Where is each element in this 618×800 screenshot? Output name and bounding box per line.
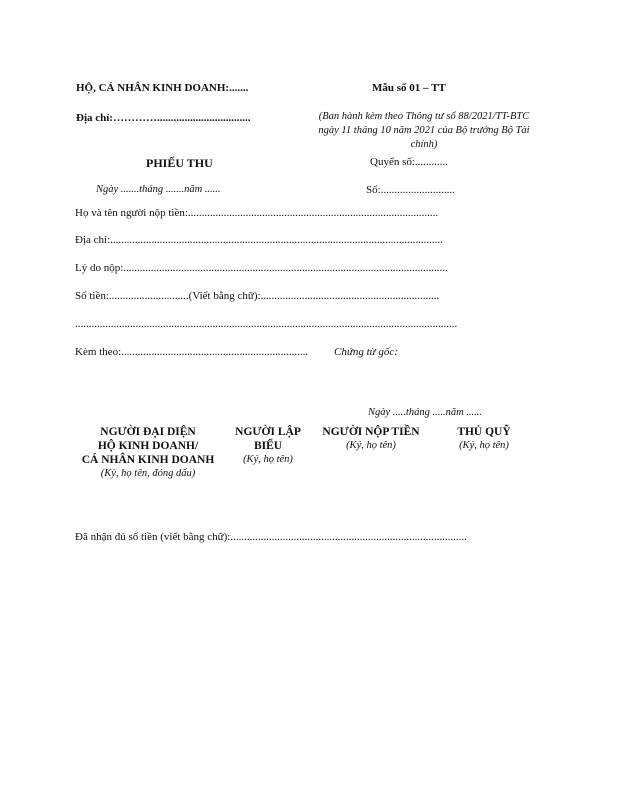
issued-note-line1: (Ban hành kèm theo Thông tư số 88/2021/TT-BTC [318, 111, 530, 122]
preparer-title-line2: BIỂU [253, 440, 283, 452]
payer-note: (Ký, họ tên) [346, 440, 396, 451]
business-name-label: HỘ, CÁ NHÂN KINH DOANH:....... [76, 82, 249, 94]
representative-signature-block [64, 425, 232, 481]
receipt-title: PHIẾU THU [146, 156, 213, 170]
payer-name-field[interactable]: Họ và tên người nộp tiền:........................................................................................... [75, 207, 439, 219]
amount-continued-line[interactable]: ........................................................................................................................................... [75, 318, 458, 330]
received-amount-field[interactable]: Đã nhận đủ số tiền (viết bằng chữ):...................................................................................... [75, 531, 467, 543]
payment-reason-field[interactable]: Lý do nộp:...................................................................................................................... [75, 262, 448, 274]
amount-field[interactable]: Số tiền:.............................(Viết bằng chữ):................................................................. [75, 290, 440, 302]
business-address-label: Địa chỉ:………….................................. [76, 112, 251, 124]
form-number: Mẫu số 01 – TT [372, 82, 446, 94]
issued-note-line2: ngày 11 tháng 10 năm 2021 của Bộ trưởng Bộ Tài [318, 125, 530, 136]
representative-title-line3: CÁ NHÂN KINH DOANH [81, 454, 215, 466]
preparer-title-line1: NGƯỜI LẬP [235, 426, 301, 438]
preparer-signature-block [222, 425, 314, 467]
signature-date-line[interactable]: Ngày .....tháng .....năm ...... [368, 407, 483, 418]
representative-title-line2: HỘ KINH DOANH/ [97, 440, 199, 452]
payer-title: NGƯỜI NỘP TIỀN [322, 426, 420, 438]
issued-note [286, 110, 562, 152]
book-number-field[interactable]: Quyển số:............ [370, 156, 448, 168]
representative-title-line1: NGƯỜI ĐẠI DIỆN [100, 426, 196, 438]
cashier-note: (Ký, họ tên) [459, 440, 509, 451]
payer-address-field[interactable]: Địa chỉ:......................................................................................................................... [75, 234, 443, 246]
attached-field[interactable]: Kèm theo:.................................................................... [75, 346, 309, 358]
receipt-date-line[interactable]: Ngày .......tháng .......năm ...... [96, 184, 221, 195]
receipt-number-field[interactable]: Số:........................... [366, 184, 455, 196]
original-documents-label: Chứng từ gốc: [334, 346, 398, 358]
representative-note: (Ký, họ tên, đóng dấu) [100, 468, 196, 479]
cashier-title: THỦ QUỸ [457, 426, 511, 438]
payer-signature-block [312, 425, 430, 453]
preparer-note: (Ký, họ tên) [243, 454, 293, 465]
issued-note-line3: chính) [410, 139, 438, 150]
cashier-signature-block [436, 425, 532, 453]
